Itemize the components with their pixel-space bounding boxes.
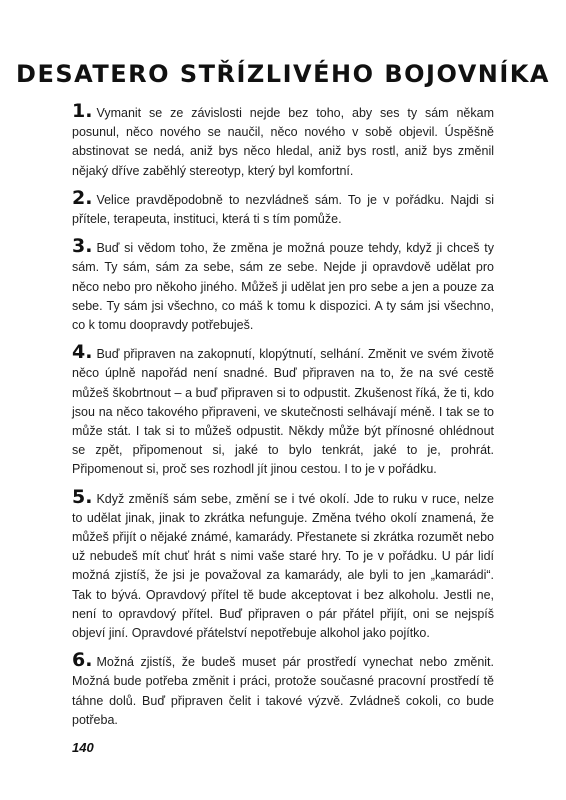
page-title: DESATERO STŘÍZLIVÉHO BOJOVNÍKA <box>16 60 550 88</box>
rules-list <box>72 100 494 740</box>
item-text: Možná zjistíš, že budeš muset pár prostředí vynechat nebo změnit. Možná bude potřeba změnit i práci, protože současné pracovní prostředí tě táhne dolů. Buď připraven čelit i takové výzvě. Zvládneš cokoli, co bude potřeba. <box>72 655 494 727</box>
item-number: 5. <box>72 485 93 508</box>
item-number: 3. <box>72 235 93 258</box>
list-item <box>72 100 494 181</box>
item-number: 1. <box>72 100 93 122</box>
list-item <box>72 235 494 335</box>
item-number: 4. <box>72 341 93 364</box>
item-text: Když změníš sám sebe, změní se i tvé okolí. Jde to ruku v ruce, nelze to udělat jinak, jinak to zkrátka nefunguje. Změna tvého okolí znamená, že můžeš přijít o nějaké známé, kamarády. Přestanete si zkrátka rozumět nebo už nebudeš mít chuť hrát s nimi vaše staré hry. To je v pořádku. U pár lidí možná zjistíš, že jsi je považoval za kamarády, ale byli to jen „kamarádi“. Tak to bývá. Opravdový přítel tě bude akceptovat i bez alkoholu. Jestli ne, není to opravdový přítel. Buď připraven o pár přátel přijít, oni se nejspíš objeví jiní. Opravdové přátelství nepotřebuje alkohol jako pojítko. <box>72 491 494 641</box>
list-item <box>72 649 494 730</box>
item-number: 6. <box>72 649 93 672</box>
item-number: 2. <box>72 186 93 209</box>
list-item <box>72 186 494 229</box>
item-text: Vymanit se ze závislosti nejde bez toho, aby ses ty sám někam posunul, něco nového se naučil, něco nového v sobě objevil. Úspěšně abstinovat se nedá, aniž bys něco hledal, aniž bys rostl, aniž bys změnil nějaký dříve zaběhlý stereotyp, který byl komfortní. <box>72 106 494 178</box>
page-number: 140 <box>72 740 94 755</box>
list-item <box>72 341 494 479</box>
item-text: Buď připraven na zakopnutí, klopýtnutí, selhání. Změnit ve svém životě něco úplně napořád není snadné. Buď připraven na to, že na své cestě můžeš škobrtnout – a buď připraven si to odpustit. Zkušenost říká, že ti, kdo jsou na něco takového připraveni, ve skutečnosti selhávají méně. I tak se to může stát. I tak si to můžeš odpustit. Někdy může být přínosné ohlédnout se zpět, připomenout si, jaké to bylo tenkrát, jaké to je, prohrát. Připomenout si, proč ses rozhodl jít jinou cestou. I to je v pořádku. <box>72 347 494 477</box>
list-item <box>72 485 494 644</box>
item-text: Buď si vědom toho, že změna je možná pouze tehdy, když ji chceš ty sám. Ty sám, sám za sebe, sám ze sebe. Nejde ji opravdově udělat pro něco nebo pro někoho jiného. Můžeš ji udělat jen pro sebe a jen a pouze za sebe. Ty sám jsi všechno, co máš k tomu k dispozici. A ty sám jsi všechno, co k tomu doopravdy potřebuješ. <box>72 241 494 333</box>
item-text: Velice pravděpodobně to nezvládneš sám. To je v pořádku. Najdi si přítele, terapeuta, instituci, která ti s tím pomůže. <box>72 192 494 227</box>
